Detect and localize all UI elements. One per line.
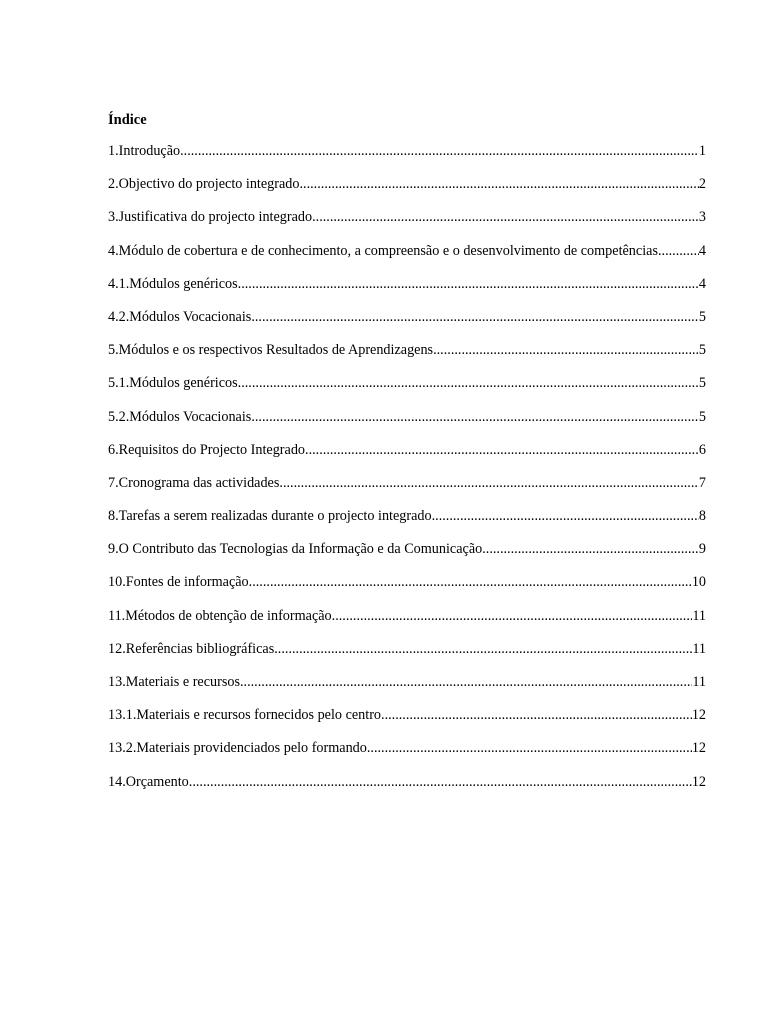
toc-dot-leader	[238, 374, 699, 392]
toc-dot-leader	[299, 175, 698, 193]
toc-title: Índice	[108, 112, 147, 128]
toc-entry[interactable]	[108, 474, 706, 507]
toc-entry-label: 5.Módulos e os respectivos Resultados de Aprendizagens	[108, 342, 434, 359]
toc-entry-page-number: 11	[692, 607, 706, 624]
toc-entry-page-number: 12	[691, 707, 706, 724]
toc-dot-leader	[332, 607, 693, 625]
toc-dot-leader	[662, 242, 699, 260]
toc-dot-leader	[432, 507, 699, 525]
toc-dot-leader	[251, 408, 699, 426]
toc-entry-page-number: 5	[698, 375, 706, 392]
toc-entry-page-number: 12	[691, 773, 706, 790]
toc-entry[interactable]	[108, 739, 706, 772]
toc-entry[interactable]	[108, 308, 706, 341]
toc-entry-label: 14.Orçamento	[108, 773, 189, 790]
toc-entry[interactable]	[108, 607, 706, 640]
toc-dot-leader	[249, 573, 692, 591]
toc-entry[interactable]	[108, 673, 706, 706]
toc-entry[interactable]	[108, 374, 706, 407]
toc-entry-page-number: 5	[698, 308, 706, 325]
toc-entry[interactable]	[108, 142, 706, 175]
toc-entry-label: 4.Módulo de cobertura e de conhecimento, a compreensão e o desenvolvimento de competências.	[108, 242, 662, 259]
toc-entry-page-number: 8	[698, 508, 706, 525]
toc-entry-label: 2.Objectivo do projecto integrado	[108, 176, 300, 193]
toc-entry-label: 7.Cronograma das actividades	[108, 474, 280, 491]
toc-dot-leader	[312, 208, 699, 226]
toc-entry-label: 5.2.Módulos Vocacionais	[108, 408, 252, 425]
toc-entry-label: 3.Justificativa do projecto integrado	[108, 209, 313, 226]
toc-dot-leader	[433, 341, 699, 359]
toc-entry-page-number: 5	[698, 342, 706, 359]
toc-entry-page-number: 1	[698, 143, 706, 159]
toc-dot-leader	[305, 441, 699, 459]
toc-entry-page-number: 4	[698, 242, 706, 259]
toc-dot-leader	[482, 540, 699, 558]
toc-entry[interactable]	[108, 441, 706, 474]
toc-dot-leader	[381, 706, 692, 724]
toc-entry-page-number: 10	[691, 574, 706, 591]
toc-dot-leader	[238, 275, 699, 293]
toc-dot-leader	[180, 142, 699, 160]
toc-entry-page-number: 7	[698, 474, 706, 491]
toc-entry-page-number: 5	[698, 408, 706, 425]
toc-entry-page-number: 6	[698, 441, 706, 458]
toc-entry-label: 12.Referências bibliográficas	[108, 640, 275, 657]
toc-entry[interactable]	[108, 275, 706, 308]
toc-entry-label: 5.1.Módulos genéricos	[108, 375, 238, 392]
toc-entry-label: 4.1.Módulos genéricos	[108, 275, 238, 292]
toc-entry-label: 8.Tarefas a serem realizadas durante o projecto integrado	[108, 508, 432, 525]
toc-dot-leader	[240, 673, 692, 691]
table-of-contents	[108, 111, 706, 806]
toc-entry-page-number: 3	[698, 209, 706, 226]
toc-entry-label: 11.Métodos de obtenção de informação	[108, 607, 332, 624]
toc-entry-page-number: 2	[698, 176, 706, 193]
toc-entry[interactable]	[108, 341, 706, 374]
toc-dot-leader	[189, 773, 692, 791]
toc-entry-page-number: 9	[698, 541, 706, 558]
toc-entry[interactable]	[108, 706, 706, 739]
toc-entry[interactable]	[108, 507, 706, 540]
toc-entry-page-number: 11	[692, 674, 706, 690]
toc-entry-label: 10.Fontes de informação	[108, 574, 249, 591]
toc-entry-page-number: 11	[692, 640, 706, 657]
toc-dot-leader	[274, 640, 692, 658]
toc-dot-leader	[251, 308, 699, 326]
toc-entry[interactable]	[108, 175, 706, 208]
toc-dot-leader	[367, 739, 692, 757]
toc-entry[interactable]	[108, 573, 706, 606]
toc-entry[interactable]	[108, 408, 706, 441]
toc-entry-label: 13.1.Materiais e recursos fornecidos pelo centro	[108, 707, 382, 724]
toc-entry-page-number: 4	[698, 275, 706, 292]
toc-dot-leader	[279, 474, 699, 492]
toc-entry[interactable]	[108, 242, 706, 275]
toc-entry[interactable]	[108, 208, 706, 241]
toc-entry-label: 1.Introdução	[108, 143, 181, 159]
toc-entry[interactable]	[108, 540, 706, 573]
toc-entry-label: 13.Materiais e recursos	[108, 674, 240, 690]
toc-entry-page-number: 12	[691, 740, 706, 757]
toc-entry-label: 4.2.Módulos Vocacionais	[108, 308, 252, 325]
toc-entry-label: 9.O Contributo das Tecnologias da Informação e da Comunicação	[108, 541, 483, 558]
toc-entry-label: 13.2.Materiais providenciados pelo formando	[108, 740, 367, 757]
toc-entry-list	[108, 142, 706, 806]
toc-entry-label: 6.Requisitos do Projecto Integrado	[108, 441, 306, 458]
toc-entry[interactable]	[108, 773, 706, 806]
toc-entry[interactable]	[108, 640, 706, 673]
